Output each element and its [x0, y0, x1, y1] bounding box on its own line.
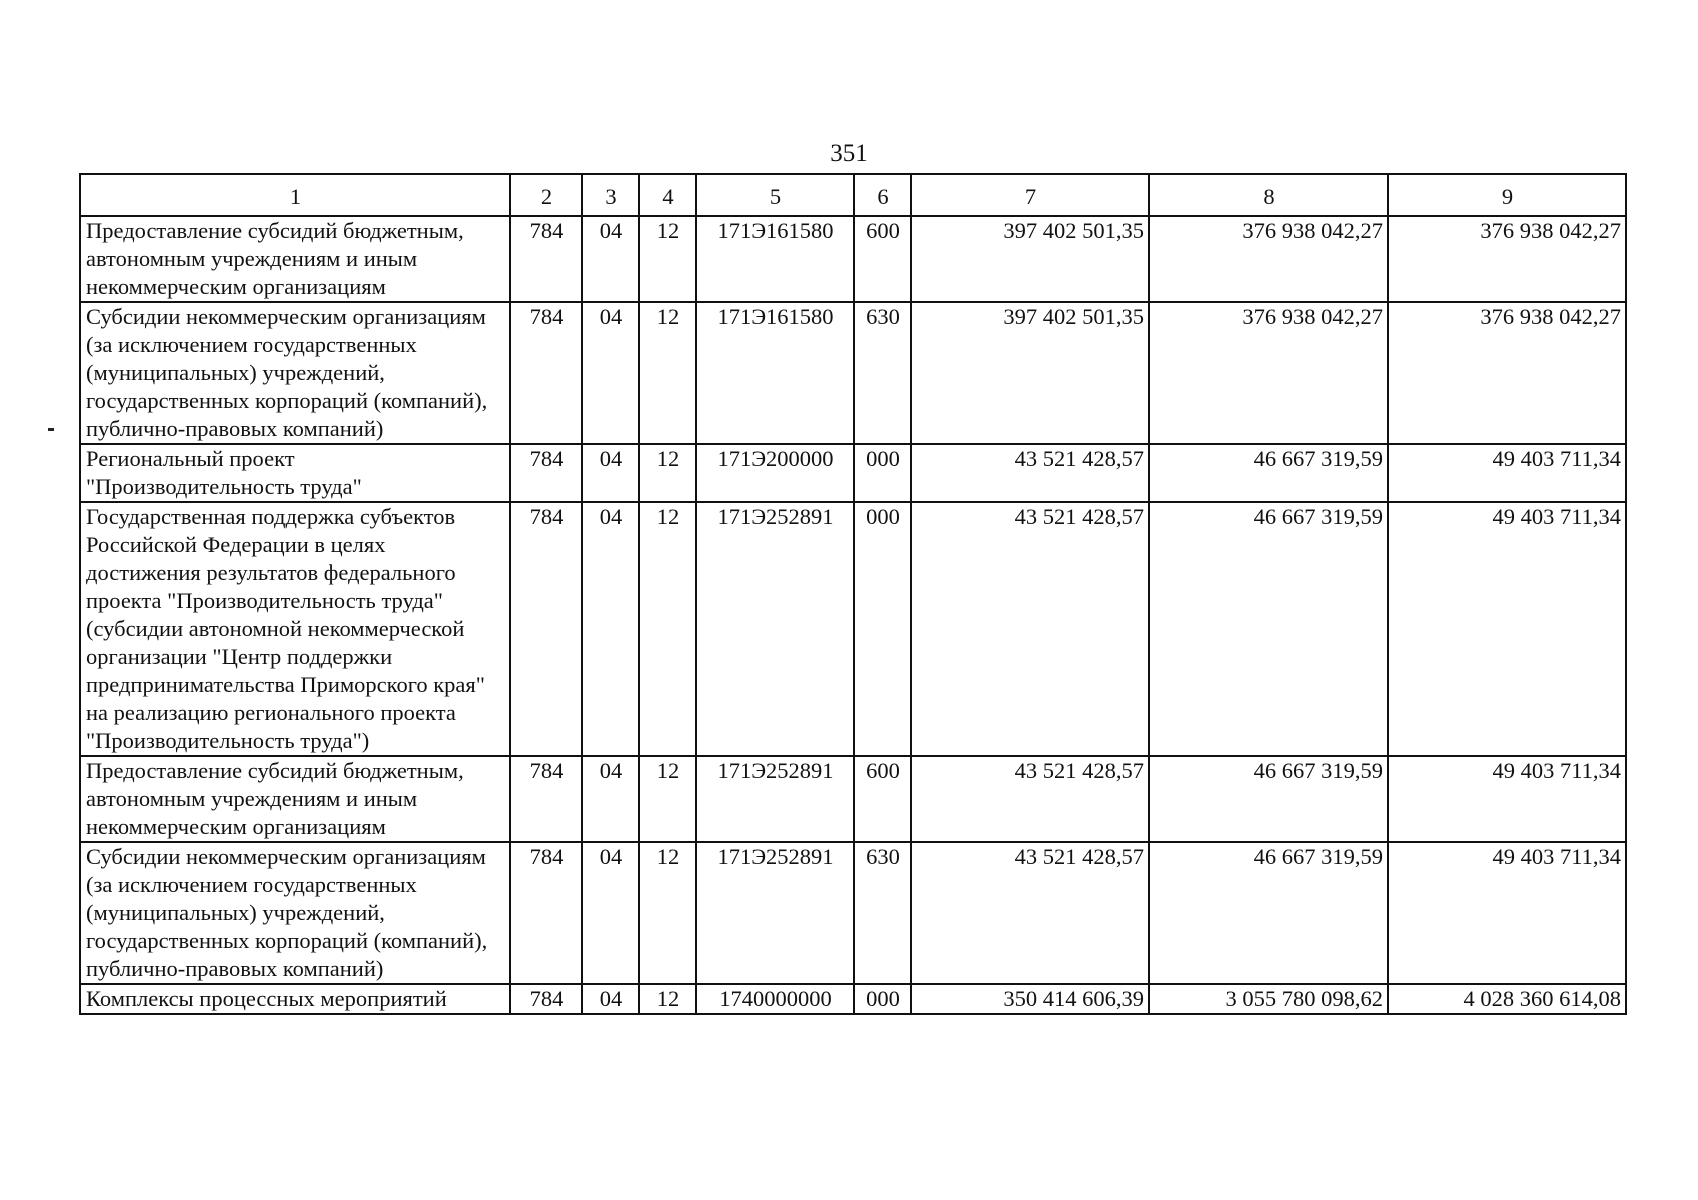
amount-col-8: 46 667 319,59	[1149, 502, 1388, 756]
row-name: Субсидии некоммерческим организациям (за исключением государственных (муниципальных) учреждений, государственных корпораций (компаний), публично-правовых компаний)	[80, 302, 510, 444]
amount-col-7: 43 521 428,57	[911, 444, 1149, 502]
header-row	[80, 174, 1626, 216]
table-row	[80, 302, 1626, 444]
code-ministry: 784	[510, 842, 582, 984]
amount-col-7: 43 521 428,57	[911, 502, 1149, 756]
table-row	[80, 842, 1626, 984]
code-expense-type: 600	[854, 756, 911, 842]
budget-table	[79, 173, 1627, 1015]
code-subsection: 12	[639, 502, 696, 756]
amount-col-9: 49 403 711,34	[1388, 444, 1626, 502]
amount-col-9: 4 028 360 614,08	[1388, 984, 1626, 1014]
column-header-1: 1	[80, 174, 510, 216]
amount-col-8: 376 938 042,27	[1149, 216, 1388, 302]
code-expense-type: 000	[854, 502, 911, 756]
code-subsection: 12	[639, 302, 696, 444]
code-target-article: 171Э252891	[696, 502, 854, 756]
code-section: 04	[582, 756, 639, 842]
amount-col-9: 49 403 711,34	[1388, 502, 1626, 756]
amount-col-8: 3 055 780 098,62	[1149, 984, 1388, 1014]
code-expense-type: 600	[854, 216, 911, 302]
code-subsection: 12	[639, 842, 696, 984]
table-row	[80, 444, 1626, 502]
code-target-article: 171Э161580	[696, 216, 854, 302]
row-name: Предоставление субсидий бюджетным, автономным учреждениям и иным некоммерческим организациям	[80, 216, 510, 302]
code-subsection: 12	[639, 984, 696, 1014]
code-subsection: 12	[639, 756, 696, 842]
code-subsection: 12	[639, 216, 696, 302]
row-name: Предоставление субсидий бюджетным, автономным учреждениям и иным некоммерческим организациям	[80, 756, 510, 842]
amount-col-7: 397 402 501,35	[911, 302, 1149, 444]
column-header-4: 4	[639, 174, 696, 216]
code-ministry: 784	[510, 444, 582, 502]
code-ministry: 784	[510, 502, 582, 756]
amount-col-9: 49 403 711,34	[1388, 842, 1626, 984]
code-ministry: 784	[510, 302, 582, 444]
table-row	[80, 756, 1626, 842]
column-header-3: 3	[582, 174, 639, 216]
code-expense-type: 630	[854, 842, 911, 984]
column-header-2: 2	[510, 174, 582, 216]
row-name: Субсидии некоммерческим организациям (за исключением государственных (муниципальных) учреждений, государственных корпораций (компаний), публично-правовых компаний)	[80, 842, 510, 984]
code-target-article: 171Э161580	[696, 302, 854, 444]
scan-mark	[48, 428, 54, 431]
table-row	[80, 216, 1626, 302]
amount-col-9: 49 403 711,34	[1388, 756, 1626, 842]
amount-col-7: 350 414 606,39	[911, 984, 1149, 1014]
code-section: 04	[582, 444, 639, 502]
code-target-article: 1740000000	[696, 984, 854, 1014]
amount-col-7: 43 521 428,57	[911, 756, 1149, 842]
code-target-article: 171Э252891	[696, 756, 854, 842]
code-section: 04	[582, 842, 639, 984]
amount-col-9: 376 938 042,27	[1388, 216, 1626, 302]
page-number: 351	[830, 140, 868, 167]
code-expense-type: 630	[854, 302, 911, 444]
table-row	[80, 502, 1626, 756]
amount-col-8: 46 667 319,59	[1149, 842, 1388, 984]
row-name: Региональный проект "Производительность труда"	[80, 444, 510, 502]
code-expense-type: 000	[854, 444, 911, 502]
table-row	[80, 984, 1626, 1014]
code-ministry: 784	[510, 756, 582, 842]
code-section: 04	[582, 302, 639, 444]
column-header-5: 5	[696, 174, 854, 216]
column-header-8: 8	[1149, 174, 1388, 216]
code-section: 04	[582, 502, 639, 756]
code-section: 04	[582, 984, 639, 1014]
code-ministry: 784	[510, 984, 582, 1014]
amount-col-7: 43 521 428,57	[911, 842, 1149, 984]
code-target-article: 171Э252891	[696, 842, 854, 984]
code-target-article: 171Э200000	[696, 444, 854, 502]
code-section: 04	[582, 216, 639, 302]
amount-col-8: 46 667 319,59	[1149, 756, 1388, 842]
column-header-6: 6	[854, 174, 911, 216]
amount-col-7: 397 402 501,35	[911, 216, 1149, 302]
amount-col-8: 376 938 042,27	[1149, 302, 1388, 444]
code-subsection: 12	[639, 444, 696, 502]
row-name: Государственная поддержка субъектов Российской Федерации в целях достижения результатов федерального проекта "Производительность труда" (субсидии автономной некоммерческой организации "Центр поддержки предпринимательства Приморского края" на реализацию регионального проекта "Производительность труда")	[80, 502, 510, 756]
code-ministry: 784	[510, 216, 582, 302]
column-header-9: 9	[1388, 174, 1626, 216]
amount-col-8: 46 667 319,59	[1149, 444, 1388, 502]
row-name: Комплексы процессных мероприятий	[80, 984, 510, 1014]
amount-col-9: 376 938 042,27	[1388, 302, 1626, 444]
code-expense-type: 000	[854, 984, 911, 1014]
column-header-7: 7	[911, 174, 1149, 216]
